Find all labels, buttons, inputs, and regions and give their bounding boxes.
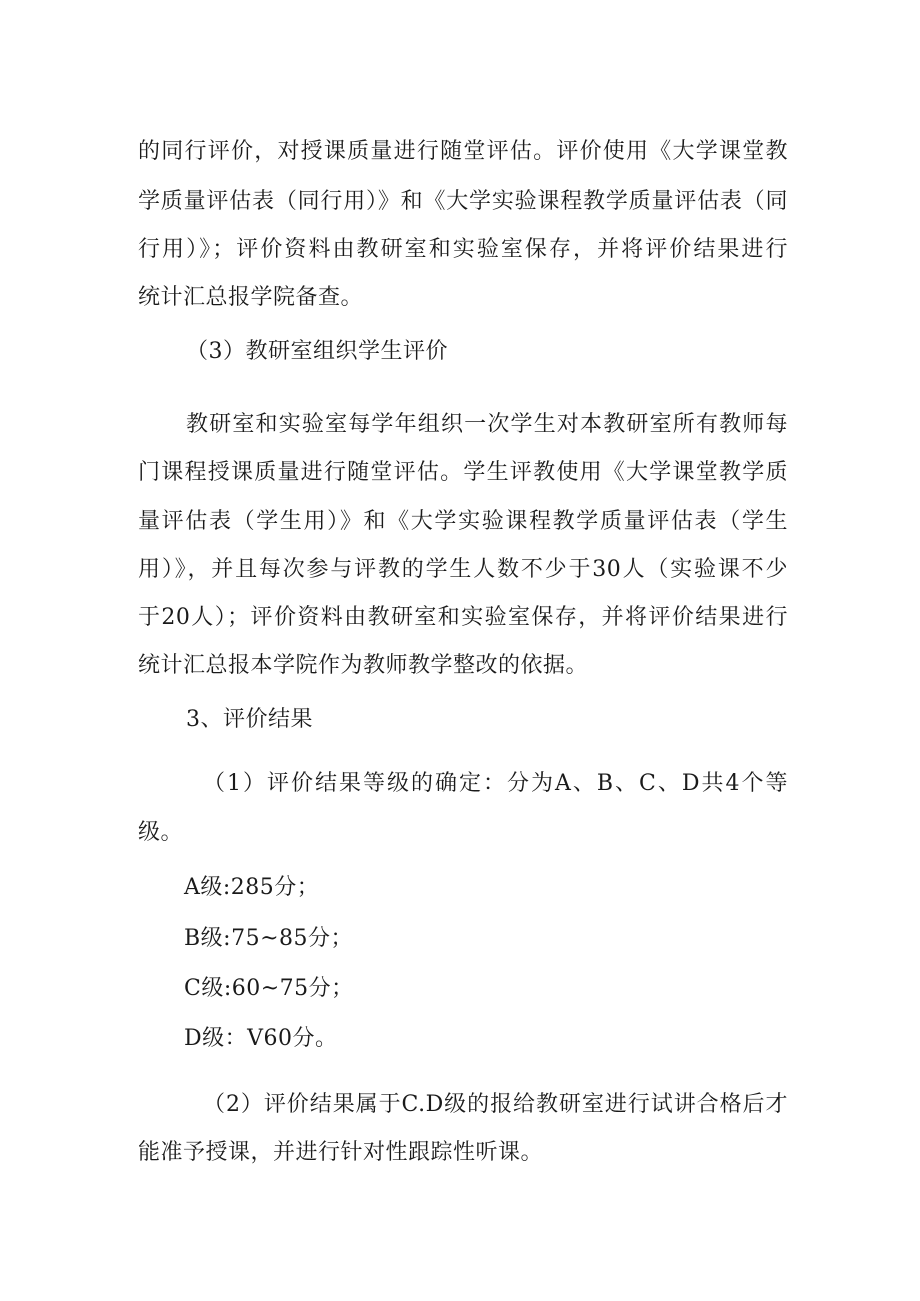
item2-line-2: 能准予授课，并进行针对性跟踪性听课。: [138, 1140, 544, 1165]
para2-line-3: 量评估表（学生用）》和《大学实验课程教学质量评估表（学生: [138, 509, 788, 534]
section-evaluation-results: 3、评价结果: [186, 707, 313, 732]
para2-line-1: 教研室和实验室每学年组织一次学生对本教研室所有教师每: [186, 412, 788, 437]
para2-line-2: 门课程授课质量进行随堂评估。学生评教使用《大学课堂教学质: [138, 460, 788, 485]
para1-line-1: 的同行评价，对授课质量进行随堂评估。评价使用《大学课堂教: [138, 139, 788, 164]
grade-d: D级：V60分。: [184, 1026, 338, 1051]
para2-line-4: 用）》，并且每次参与评教的学生人数不少于30人（实验课不少: [138, 557, 788, 582]
grade-b: B级:75~85分；: [184, 926, 354, 951]
grade-c: C级:60~75分；: [184, 976, 354, 1001]
heading-student-evaluation: （3）教研室组织学生评价: [186, 339, 448, 364]
para2-line-6: 统计汇总报本学院作为教师教学整改的依据。: [138, 653, 589, 678]
item2-line-1: （2）评价结果属于C.D级的报给教研室进行试讲合格后才: [203, 1092, 788, 1117]
grade-a: A级:285分；: [184, 875, 320, 900]
item1-line-2: 级。: [138, 820, 184, 845]
para1-line-4: 统计汇总报学院备查。: [138, 285, 364, 310]
para1-line-2: 学质量评估表（同行用）》和《大学实验课程教学质量评估表（同: [138, 189, 788, 214]
para1-line-3: 行用）》；评价资料由教研室和实验室保存，并将评价结果进行: [138, 237, 788, 262]
item1-line-1: （1）评价结果等级的确定：分为A、B、C、D共4个等: [203, 771, 788, 796]
para2-line-5: 于20人）；评价资料由教研室和实验室保存，并将评价结果进行: [138, 605, 788, 630]
